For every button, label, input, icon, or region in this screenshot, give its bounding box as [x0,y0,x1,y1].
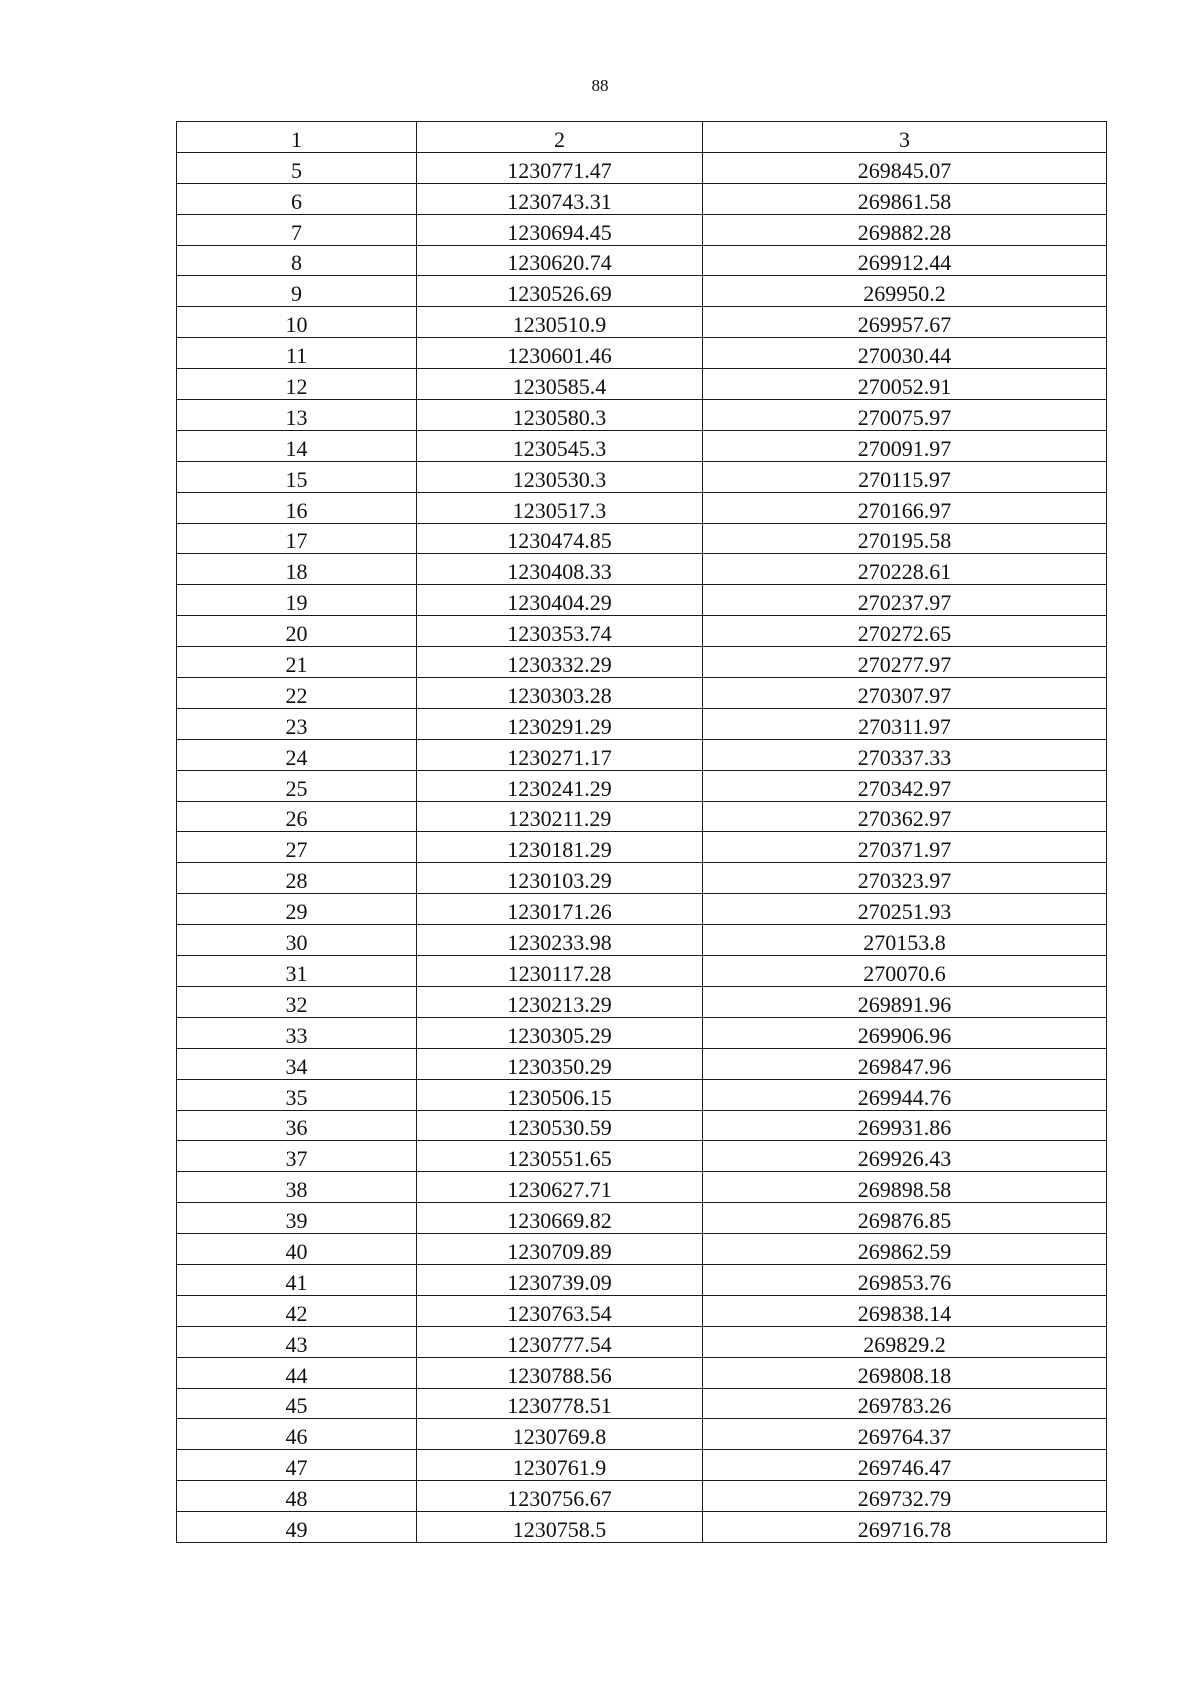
x-coordinate-cell: 1230585.4 [417,369,703,400]
point-number-cell: 5 [177,152,417,183]
x-coordinate-cell: 1230777.54 [417,1326,703,1357]
table-row [177,307,1107,338]
x-coordinate-cell: 1230694.45 [417,214,703,245]
x-coordinate-cell: 1230213.29 [417,986,703,1017]
table-row [177,678,1107,709]
x-coordinate-cell: 1230743.31 [417,183,703,214]
x-coordinate-cell: 1230669.82 [417,1203,703,1234]
y-coordinate-cell: 269876.85 [703,1203,1107,1234]
table-body [177,152,1107,1542]
table-row [177,1048,1107,1079]
x-coordinate-cell: 1230271.17 [417,739,703,770]
x-coordinate-cell: 1230171.26 [417,894,703,925]
y-coordinate-cell: 269912.44 [703,245,1107,276]
point-number-cell: 18 [177,554,417,585]
point-number-cell: 19 [177,585,417,616]
table-row [177,585,1107,616]
table-row [177,461,1107,492]
table-row [177,863,1107,894]
table-row [177,276,1107,307]
y-coordinate-cell: 270091.97 [703,430,1107,461]
point-number-cell: 46 [177,1419,417,1450]
point-number-cell: 17 [177,523,417,554]
x-coordinate-cell: 1230771.47 [417,152,703,183]
table-row [177,214,1107,245]
point-number-cell: 41 [177,1264,417,1295]
y-coordinate-cell: 269862.59 [703,1234,1107,1265]
y-coordinate-cell: 269808.18 [703,1357,1107,1388]
y-coordinate-cell: 270070.6 [703,956,1107,987]
point-number-cell: 35 [177,1079,417,1110]
x-coordinate-cell: 1230404.29 [417,585,703,616]
table-row [177,647,1107,678]
x-coordinate-cell: 1230530.59 [417,1110,703,1141]
y-coordinate-cell: 270307.97 [703,678,1107,709]
y-coordinate-cell: 269931.86 [703,1110,1107,1141]
table-row [177,1357,1107,1388]
x-coordinate-cell: 1230601.46 [417,338,703,369]
y-coordinate-cell: 270115.97 [703,461,1107,492]
y-coordinate-cell: 269957.67 [703,307,1107,338]
y-coordinate-cell: 270030.44 [703,338,1107,369]
x-coordinate-cell: 1230211.29 [417,801,703,832]
y-coordinate-cell: 269845.07 [703,152,1107,183]
y-coordinate-cell: 270337.33 [703,739,1107,770]
table-header [177,122,1107,153]
point-number-cell: 12 [177,369,417,400]
page-number: 88 [591,76,609,95]
x-coordinate-cell: 1230545.3 [417,430,703,461]
x-coordinate-cell: 1230233.98 [417,925,703,956]
table-row [177,1419,1107,1450]
y-coordinate-cell: 270166.97 [703,492,1107,523]
y-coordinate-cell: 270362.97 [703,801,1107,832]
point-number-cell: 21 [177,647,417,678]
x-coordinate-cell: 1230408.33 [417,554,703,585]
x-coordinate-cell: 1230117.28 [417,956,703,987]
y-coordinate-cell: 269764.37 [703,1419,1107,1450]
point-number-cell: 8 [177,245,417,276]
point-number-cell: 11 [177,338,417,369]
point-number-cell: 9 [177,276,417,307]
table-row [177,1388,1107,1419]
table-row [177,1110,1107,1141]
y-coordinate-cell: 270237.97 [703,585,1107,616]
table-row [177,956,1107,987]
table-row [177,616,1107,647]
table-row [177,245,1107,276]
coordinates-table-container [176,121,1107,1543]
table-row [177,1017,1107,1048]
table-row [177,925,1107,956]
x-coordinate-cell: 1230709.89 [417,1234,703,1265]
y-coordinate-cell: 269944.76 [703,1079,1107,1110]
table-row [177,708,1107,739]
header-row [177,122,1107,153]
point-number-cell: 25 [177,770,417,801]
point-number-cell: 20 [177,616,417,647]
point-number-cell: 44 [177,1357,417,1388]
table-row [177,523,1107,554]
table-row [177,739,1107,770]
y-coordinate-cell: 269882.28 [703,214,1107,245]
x-coordinate-cell: 1230551.65 [417,1141,703,1172]
point-number-cell: 49 [177,1512,417,1543]
column-header-1: 1 [177,122,417,153]
table-row [177,1264,1107,1295]
x-coordinate-cell: 1230756.67 [417,1481,703,1512]
column-header-2: 2 [417,122,703,153]
x-coordinate-cell: 1230181.29 [417,832,703,863]
point-number-cell: 43 [177,1326,417,1357]
y-coordinate-cell: 269950.2 [703,276,1107,307]
table-row [177,1326,1107,1357]
table-row [177,1141,1107,1172]
y-coordinate-cell: 269906.96 [703,1017,1107,1048]
point-number-cell: 27 [177,832,417,863]
x-coordinate-cell: 1230763.54 [417,1295,703,1326]
y-coordinate-cell: 270228.61 [703,554,1107,585]
x-coordinate-cell: 1230241.29 [417,770,703,801]
coordinates-table [176,121,1107,1543]
point-number-cell: 45 [177,1388,417,1419]
y-coordinate-cell: 269783.26 [703,1388,1107,1419]
y-coordinate-cell: 270153.8 [703,925,1107,956]
y-coordinate-cell: 269926.43 [703,1141,1107,1172]
y-coordinate-cell: 270342.97 [703,770,1107,801]
point-number-cell: 34 [177,1048,417,1079]
x-coordinate-cell: 1230291.29 [417,708,703,739]
x-coordinate-cell: 1230474.85 [417,523,703,554]
table-row [177,986,1107,1017]
table-row [177,1234,1107,1265]
table-row [177,369,1107,400]
table-row [177,183,1107,214]
y-coordinate-cell: 269847.96 [703,1048,1107,1079]
x-coordinate-cell: 1230758.5 [417,1512,703,1543]
table-row [177,894,1107,925]
point-number-cell: 16 [177,492,417,523]
x-coordinate-cell: 1230620.74 [417,245,703,276]
x-coordinate-cell: 1230353.74 [417,616,703,647]
table-row [177,1172,1107,1203]
x-coordinate-cell: 1230350.29 [417,1048,703,1079]
y-coordinate-cell: 269716.78 [703,1512,1107,1543]
table-row [177,1481,1107,1512]
x-coordinate-cell: 1230580.3 [417,400,703,431]
point-number-cell: 39 [177,1203,417,1234]
point-number-cell: 6 [177,183,417,214]
y-coordinate-cell: 270272.65 [703,616,1107,647]
y-coordinate-cell: 269746.47 [703,1450,1107,1481]
point-number-cell: 48 [177,1481,417,1512]
x-coordinate-cell: 1230103.29 [417,863,703,894]
table-row [177,770,1107,801]
x-coordinate-cell: 1230530.3 [417,461,703,492]
point-number-cell: 14 [177,430,417,461]
table-row [177,554,1107,585]
y-coordinate-cell: 270052.91 [703,369,1107,400]
point-number-cell: 40 [177,1234,417,1265]
table-row [177,1450,1107,1481]
point-number-cell: 22 [177,678,417,709]
x-coordinate-cell: 1230332.29 [417,647,703,678]
x-coordinate-cell: 1230506.15 [417,1079,703,1110]
point-number-cell: 29 [177,894,417,925]
column-header-3: 3 [703,122,1107,153]
y-coordinate-cell: 269829.2 [703,1326,1107,1357]
x-coordinate-cell: 1230517.3 [417,492,703,523]
y-coordinate-cell: 270195.58 [703,523,1107,554]
x-coordinate-cell: 1230303.28 [417,678,703,709]
point-number-cell: 31 [177,956,417,987]
table-row [177,152,1107,183]
table-row [177,801,1107,832]
y-coordinate-cell: 269891.96 [703,986,1107,1017]
table-row [177,430,1107,461]
table-row [177,832,1107,863]
x-coordinate-cell: 1230526.69 [417,276,703,307]
point-number-cell: 37 [177,1141,417,1172]
point-number-cell: 47 [177,1450,417,1481]
point-number-cell: 7 [177,214,417,245]
point-number-cell: 38 [177,1172,417,1203]
y-coordinate-cell: 270277.97 [703,647,1107,678]
table-row [177,1079,1107,1110]
x-coordinate-cell: 1230769.8 [417,1419,703,1450]
point-number-cell: 32 [177,986,417,1017]
y-coordinate-cell: 270323.97 [703,863,1107,894]
y-coordinate-cell: 270371.97 [703,832,1107,863]
table-row [177,1295,1107,1326]
y-coordinate-cell: 270311.97 [703,708,1107,739]
table-row [177,400,1107,431]
table-row [177,492,1107,523]
y-coordinate-cell: 269861.58 [703,183,1107,214]
point-number-cell: 23 [177,708,417,739]
point-number-cell: 33 [177,1017,417,1048]
x-coordinate-cell: 1230510.9 [417,307,703,338]
point-number-cell: 28 [177,863,417,894]
y-coordinate-cell: 269898.58 [703,1172,1107,1203]
x-coordinate-cell: 1230627.71 [417,1172,703,1203]
point-number-cell: 13 [177,400,417,431]
y-coordinate-cell: 270075.97 [703,400,1107,431]
y-coordinate-cell: 269853.76 [703,1264,1107,1295]
y-coordinate-cell: 269838.14 [703,1295,1107,1326]
point-number-cell: 42 [177,1295,417,1326]
x-coordinate-cell: 1230305.29 [417,1017,703,1048]
x-coordinate-cell: 1230761.9 [417,1450,703,1481]
point-number-cell: 26 [177,801,417,832]
table-row [177,338,1107,369]
x-coordinate-cell: 1230788.56 [417,1357,703,1388]
x-coordinate-cell: 1230739.09 [417,1264,703,1295]
y-coordinate-cell: 270251.93 [703,894,1107,925]
point-number-cell: 10 [177,307,417,338]
table-row [177,1203,1107,1234]
x-coordinate-cell: 1230778.51 [417,1388,703,1419]
table-row [177,1512,1107,1543]
point-number-cell: 36 [177,1110,417,1141]
point-number-cell: 24 [177,739,417,770]
y-coordinate-cell: 269732.79 [703,1481,1107,1512]
point-number-cell: 15 [177,461,417,492]
point-number-cell: 30 [177,925,417,956]
